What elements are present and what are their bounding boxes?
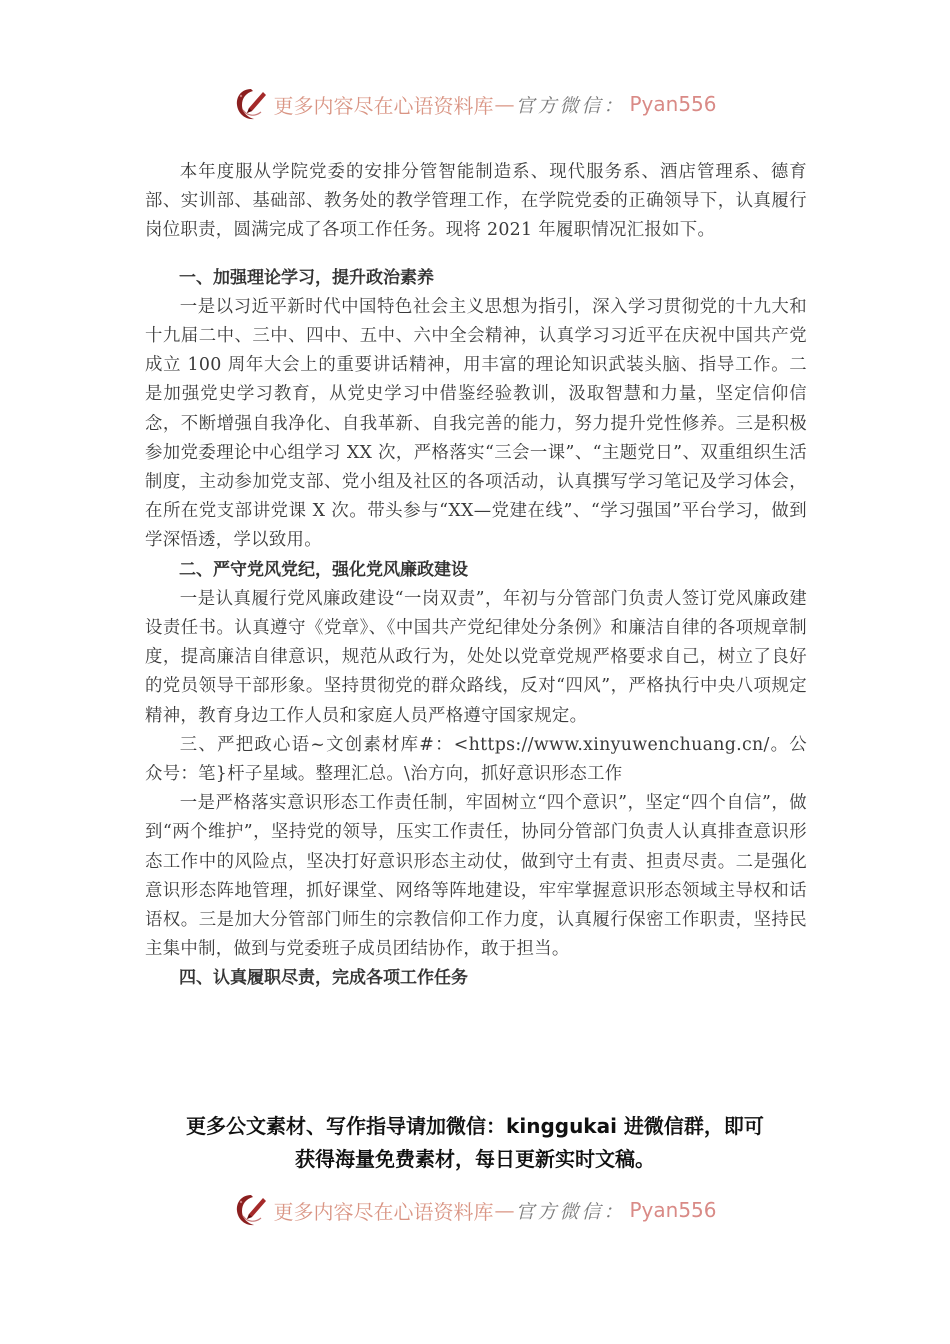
promo-line-2: 获得海量免费素材，每日更新实时文稿。	[295, 1147, 655, 1171]
promo-notice	[0, 1110, 950, 1176]
section-3-heading: 三、严把政心语~文创素材库#：<https://www.xinyuwenchuang.cn/。公众号：笔}杆子星域。整理汇总。\治方向，抓好意识形态工作	[145, 734, 807, 785]
section-2-paragraph: 一是认真履行党风廉政建设“一岗双责”，年初与分管部门负责人签订党风廉政建设责任书。认真遵守《党章》、《中国共产党纪律处分条例》和廉洁自律的各项规章制度，提高廉洁自律意识，规范从政行为，处处以党章党规严格要求自己，树立了良好的党员领导干部形象。坚持贯彻党的群众路线，反对“四风”，严格执行中央八项规定精神，教育身边工作人员和家庭人员严格遵守国家规定。	[145, 588, 807, 726]
quill-pen-logo-icon	[233, 1192, 269, 1228]
paragraph-gap	[145, 246, 807, 264]
section-2-heading: 二、严守党风党纪，强化党风廉政建设	[179, 559, 468, 580]
official-wechat-label: 官方微信：	[515, 94, 626, 117]
section-1-paragraph: 一是以习近平新时代中国特色社会主义思想为指引，深入学习贯彻党的十九大和十九届二中、三中、四中、五中、六中全会精神，认真学习习近平在庆祝中国共产党成立 100 周年大会上的重要讲话精神，用丰富的理论知识武装头脑、指导工作。二是加强党史学习教育，从党史学习中借鉴经验教训，汲取智慧和力量，坚定信仰信念，不断增强自我净化、自我革新、自我完善的能力，努力提升党性修养。三是积极参加党委理论中心组学习 XX 次，严格落实“三会一课”、“主题党日”、双重组织生活制度，主动参加党支部、党小组及社区的各项活动，认真撰写学习笔记及学习体会，在所在党支部讲党课 X 次。带头参与“XX—党建在线”、“学习强国”平台学习，做到学深悟透，学以致用。	[145, 296, 807, 551]
official-wechat-label: 官方微信：	[515, 1200, 626, 1223]
intro-paragraph: 本年度服从学院党委的安排分管智能制造系、现代服务系、酒店管理系、德育部、实训部、基础部、教务处的教学管理工作，在学院党委的正确领导下，认真履行岗位职责，圆满完成了各项工作任务。现将 2021 年履职情况汇报如下。	[145, 162, 807, 241]
wechat-id: Pyan556	[629, 92, 717, 116]
banner-dash: —	[494, 92, 515, 116]
document-body	[145, 158, 807, 994]
section-3-paragraph: 一是严格落实意识形态工作责任制，牢固树立“四个意识”，坚定“四个自信”，做到“两个维护”，坚持党的领导，压实工作责任，协同分管部门负责人认真排查意识形态工作中的风险点，坚决打好意识形态主动仗，做到守土有责、担责尽责。二是强化意识形态阵地管理，抓好课堂、网络等阵地建设，牢牢掌握意识形态领域主导权和话语权。三是加大分管部门师生的宗教信仰工作力度，认真履行保密工作职责，坚持民主集中制，做到与党委班子成员团结协作，敢于担当。	[145, 793, 807, 960]
footer-watermark-banner	[0, 1188, 950, 1232]
quill-pen-logo-icon	[233, 86, 269, 122]
wechat-id: Pyan556	[629, 1198, 717, 1222]
header-watermark-banner	[0, 82, 950, 126]
brand-text: 更多内容尽在心语资料库	[273, 93, 494, 118]
section-4-heading: 四、认真履职尽责，完成各项工作任务	[179, 968, 468, 989]
banner-dash: —	[494, 1198, 515, 1222]
promo-line-1: 更多公文素材、写作指导请加微信：kinggukai 进微信群，即可	[186, 1114, 764, 1138]
section-1-heading: 一、加强理论学习，提升政治素养	[179, 267, 434, 288]
brand-text: 更多内容尽在心语资料库	[273, 1199, 494, 1224]
